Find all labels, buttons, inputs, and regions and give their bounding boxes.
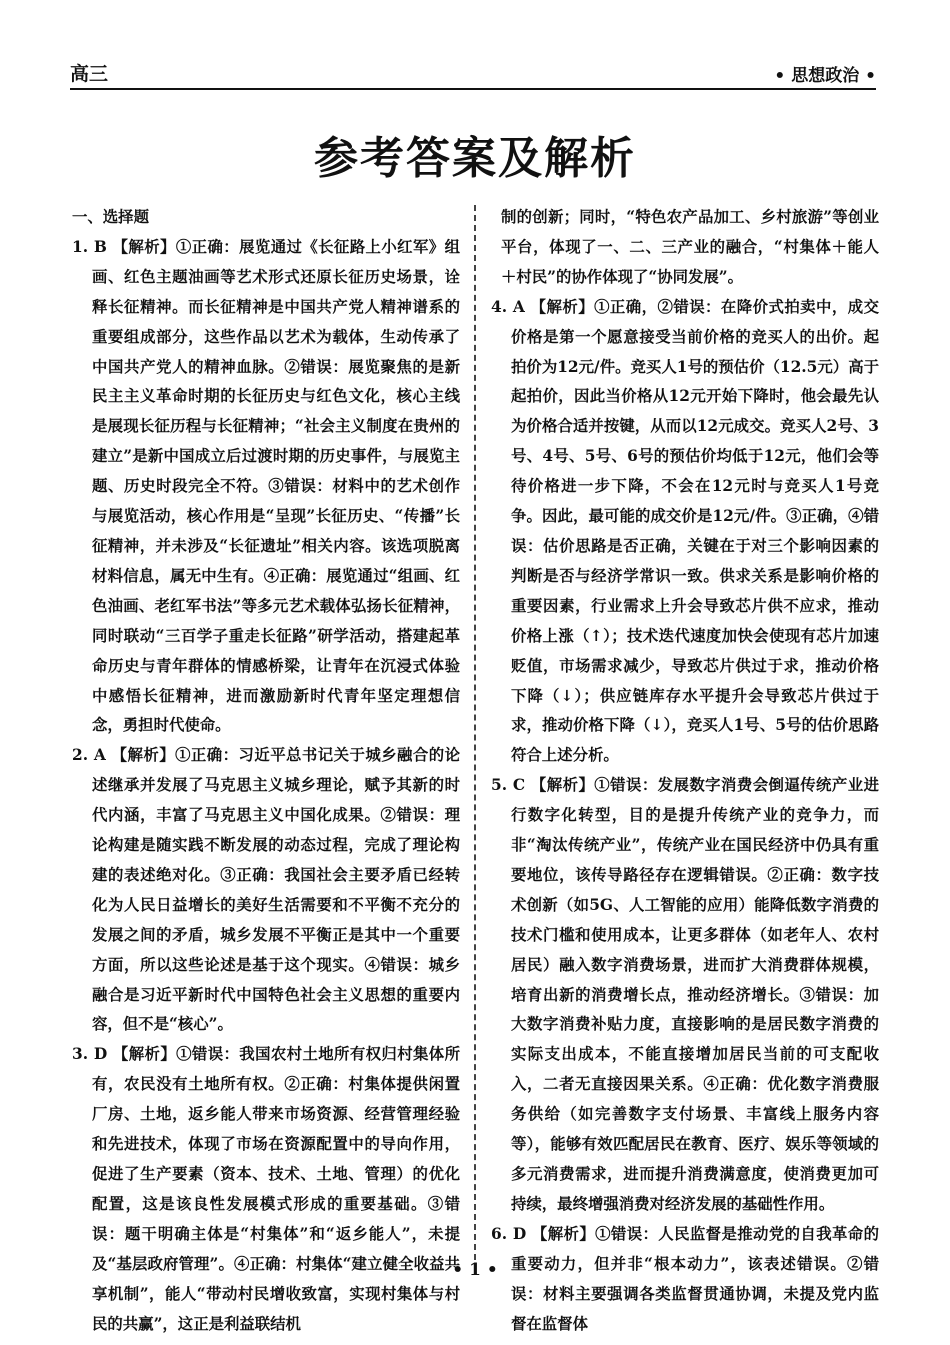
page-title: 参考答案及解析 — [314, 133, 636, 184]
answer-lead: 3. D 【解析】 — [72, 1045, 177, 1064]
right-column — [491, 203, 879, 1339]
section-title: 一、选择题 — [72, 208, 149, 226]
answer-lead: 2. A 【解析】 — [72, 746, 176, 765]
page-number: • 1 • — [452, 1260, 498, 1280]
answer-text: ①错误：发展数字消费会倒逼传统产业进行数字化转型，目的是提升传统产业的竞争力，而非“淘汰传统产业”，传统产业在国民经济中仍具有重要地位，该传导路径存在逻辑错误。②正确：数字技术创新（如5G、人工智能的应用）能降低数字消费的技术门槛和使用成本，让更多群体（如老年人、农村居民）融入数字消费场景，进而扩大消费群体规模，培育出新的消费增长点，推动经济增长。③错误：加大数字消费补贴力度，直接影响的是居民数字消费的实际支出成本，不能直接增加居民当前的可支配收入，二者无直接因果关系。④正确：优化数字消费服务供给（如完善数字支付场景、丰富线上服务内容等），能够有效匹配居民在教育、医疗、娱乐等领域的多元消费需求，进而提升消费满意度，使消费更加可持续，最终增强消费对经济发展的基础性作用。 — [511, 776, 879, 1213]
answer-item-1 — [72, 233, 460, 741]
subject-label: • 思想政治 • — [774, 66, 876, 86]
column-divider — [474, 205, 476, 1260]
answer-text: ①错误：我国农村土地所有权归村集体所有，农民没有土地所有权。②正确：村集体提供闲置厂房、土地，返乡能人带来市场资源、经营管理经验和先进技术，体现了市场在资源配置中的导向作用，促进了生产要素（资本、技术、土地、管理）的优化配置，这是该良性发展模式形成的重要基础。③错误：题干明确主体是“村集体”和“返乡能人”，未提及“基层政府管理”。④正确：村集体“建立健全收益共享机制”，能人“带动村民增收致富，实现村集体与村民的共赢”，这正是利益联结机 — [92, 1045, 460, 1333]
answer-item-3-continued: 制的创新；同时，“特色农产品加工、乡村旅游”等创业平台，体现了一、二、三产业的融合，“村集体＋能人＋村民”的协作体现了“协同发展”。 — [501, 208, 879, 286]
answer-item-5 — [491, 771, 879, 1220]
answer-lead: 6. D 【解析】 — [491, 1224, 596, 1243]
left-column — [72, 203, 460, 1339]
answer-text: ①正确：展览通过《长征路上小红军》组画、红色主题油画等艺术形式还原长征历史场景，诠释长征精神。而长征精神是中国共产党人精神谱系的重要组成部分，这些作品以艺术为载体，生动传承了中国共产党人的精神血脉。②错误：展览聚焦的是新民主主义革命时期的长征历史与红色文化，核心主线是展现长征历程与长征精神；“社会主义制度在贵州的建立”是新中国成立后过渡时期的历史事件，与展览主题、历史时段完全不符。③错误：材料中的艺术创作与展览活动，核心作用是“呈现”长征历史、“传播”长征精神，并未涉及“长征遗址”相关内容。该选项脱离材料信息，属无中生有。④正确：展览通过“组画、红色油画、老红军书法”等多元艺术载体弘扬长征精神，同时联动“三百学子重走长征路”研学活动，搭建起革命历史与青年群体的情感桥梁，让青年在沉浸式体验中感悟长征精神，进而激励新时代青年坚定理想信念，勇担时代使命。 — [92, 237, 460, 735]
answer-item-2 — [72, 741, 460, 1040]
answer-text: ①错误：人民监督是推动党的自我革命的重要动力，但并非“根本动力”，该表述错误。②错误：材料主要强调各类监督贯通协调，未提及党内监督在监督体 — [511, 1224, 879, 1333]
answer-text: ①正确：习近平总书记关于城乡融合的论述继承并发展了马克思主义城乡理论，赋予其新的时代内涵，丰富了马克思主义中国化成果。②错误：理论构建是随实践不断发展的动态过程，完成了理论构建的表述绝对化。③正确：我国社会主要矛盾已经转化为人民日益增长的美好生活需要和不平衡不充分的发展之间的矛盾，城乡发展不平衡正是其中一个重要方面，所以这些论述是基于这个现实。④错误：城乡融合是习近平新时代中国特色社会主义思想的重要内容，但不是“核心”。 — [92, 746, 460, 1034]
answer-text: ①正确，②错误：在降价式拍卖中，成交价格是第一个愿意接受当前价格的竞买人的出价。起拍价为12元/件。竞买人1号的预估价（12.5元）高于起拍价，因此当价格从12元开始下降时，他会最先认为价格合适并按键，从而以12元成交。竞买人2号、3号、4号、5号、6号的预估价均低于12元，他们会等待价格进一步下降，不会在12元时与竞买人1号竞争。因此，最可能的成交价是12元/件。③正确，④错误：估价思路是否正确，关键在于对三个影响因素的判断是否与经济学常识一致。供求关系是影响价格的重要因素，行业需求上升会导致芯片供不应求，推动价格上涨（↑）；技术迭代速度加快会使现有芯片加速贬值，市场需求减少，导致芯片供过于求，推动价格下降（↓）；供应链库存水平提升会导致芯片供过于求，推动价格下降（↓），竞买人1号、5号的估价思路符合上述分析。 — [511, 297, 879, 765]
answer-lead: 1. B 【解析】 — [72, 237, 176, 256]
grade-label: 高三 — [70, 63, 109, 85]
answer-item-3 — [72, 1040, 460, 1339]
answer-lead: 5. C 【解析】 — [491, 776, 595, 795]
answer-lead: 4. A 【解析】 — [491, 297, 595, 316]
page-header — [70, 62, 876, 90]
answer-item-4 — [491, 293, 879, 772]
